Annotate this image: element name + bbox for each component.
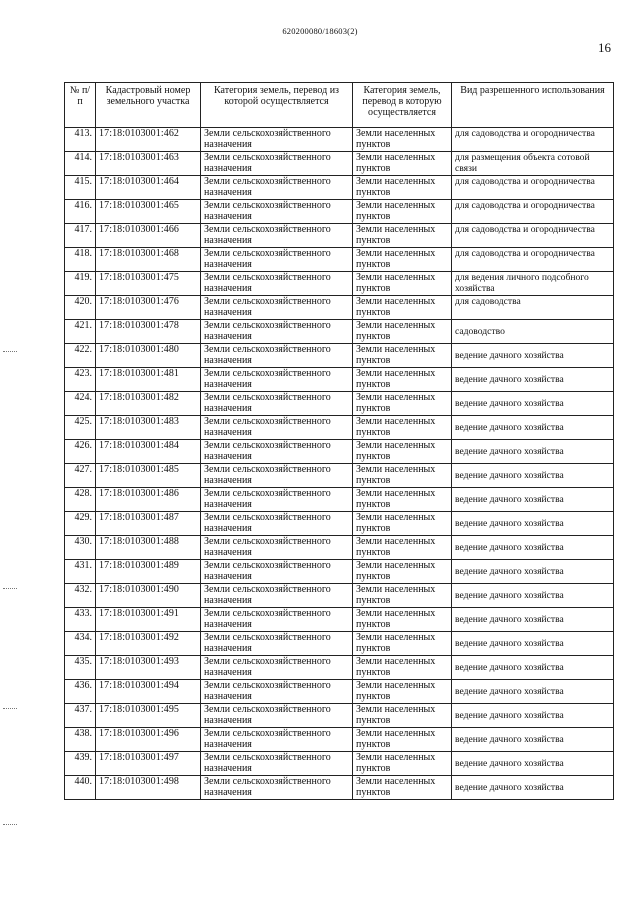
cell-category-from: Земли сельскохозяйственного назначения — [201, 440, 353, 464]
cell-permitted-use: ведение дачного хозяйства — [452, 392, 614, 416]
cell-cadastral-number: 17:18:0103001:465 — [96, 200, 201, 224]
cell-category-to: Земли населенных пунктов — [353, 704, 452, 728]
cell-cadastral-number: 17:18:0103001:475 — [96, 272, 201, 296]
land-plots-table — [64, 82, 614, 800]
table-row — [65, 176, 614, 200]
cell-number: 432. — [65, 584, 96, 608]
cell-permitted-use: ведение дачного хозяйства — [452, 632, 614, 656]
cell-category-to: Земли населенных пунктов — [353, 776, 452, 800]
table-row — [65, 584, 614, 608]
cell-category-to: Земли населенных пунктов — [353, 416, 452, 440]
cell-category-from: Земли сельскохозяйственного назначения — [201, 248, 353, 272]
cell-category-to: Земли населенных пунктов — [353, 488, 452, 512]
cell-category-to: Земли населенных пунктов — [353, 632, 452, 656]
cell-cadastral-number: 17:18:0103001:484 — [96, 440, 201, 464]
cell-category-to: Земли населенных пунктов — [353, 608, 452, 632]
cell-permitted-use: ведение дачного хозяйства — [452, 536, 614, 560]
cell-category-from: Земли сельскохозяйственного назначения — [201, 776, 353, 800]
table-row — [65, 344, 614, 368]
table-row — [65, 680, 614, 704]
table-row — [65, 200, 614, 224]
cell-category-to: Земли населенных пунктов — [353, 224, 452, 248]
table-row — [65, 752, 614, 776]
cell-cadastral-number: 17:18:0103001:491 — [96, 608, 201, 632]
cell-number: 435. — [65, 656, 96, 680]
cell-category-from: Земли сельскохозяйственного назначения — [201, 464, 353, 488]
cell-number: 433. — [65, 608, 96, 632]
cell-category-to: Земли населенных пунктов — [353, 752, 452, 776]
table-row — [65, 152, 614, 176]
cell-category-to: Земли населенных пунктов — [353, 176, 452, 200]
cell-permitted-use: ведение дачного хозяйства — [452, 464, 614, 488]
cell-category-to: Земли населенных пунктов — [353, 128, 452, 152]
cell-permitted-use: ведение дачного хозяйства — [452, 416, 614, 440]
cell-permitted-use: для садоводства и огородничества — [452, 128, 614, 152]
cell-number: 421. — [65, 320, 96, 344]
table-row — [65, 320, 614, 344]
cell-category-from: Земли сельскохозяйственного назначения — [201, 344, 353, 368]
cell-category-to: Земли населенных пунктов — [353, 344, 452, 368]
cell-number: 437. — [65, 704, 96, 728]
cell-number: 417. — [65, 224, 96, 248]
cell-cadastral-number: 17:18:0103001:466 — [96, 224, 201, 248]
cell-permitted-use: для ведения личного подсобного хозяйства — [452, 272, 614, 296]
cell-category-from: Земли сельскохозяйственного назначения — [201, 272, 353, 296]
table-row — [65, 776, 614, 800]
cell-category-to: Земли населенных пунктов — [353, 680, 452, 704]
cell-cadastral-number: 17:18:0103001:480 — [96, 344, 201, 368]
cell-cadastral-number: 17:18:0103001:496 — [96, 728, 201, 752]
table-body — [65, 128, 614, 800]
cell-permitted-use: ведение дачного хозяйства — [452, 440, 614, 464]
cell-category-from: Земли сельскохозяйственного назначения — [201, 392, 353, 416]
table-row — [65, 608, 614, 632]
cell-permitted-use: для садоводства и огородничества — [452, 248, 614, 272]
cell-category-from: Земли сельскохозяйственного назначения — [201, 560, 353, 584]
cell-permitted-use: для садоводства — [452, 296, 614, 320]
cell-category-from: Земли сельскохозяйственного назначения — [201, 656, 353, 680]
cell-category-to: Земли населенных пунктов — [353, 296, 452, 320]
cell-number: 416. — [65, 200, 96, 224]
cell-number: 428. — [65, 488, 96, 512]
cell-category-from: Земли сельскохозяйственного назначения — [201, 176, 353, 200]
cell-permitted-use: ведение дачного хозяйства — [452, 704, 614, 728]
cell-number: 418. — [65, 248, 96, 272]
scan-margin-mark — [3, 708, 17, 712]
cell-category-from: Земли сельскохозяйственного назначения — [201, 488, 353, 512]
cell-permitted-use: ведение дачного хозяйства — [452, 488, 614, 512]
cell-cadastral-number: 17:18:0103001:489 — [96, 560, 201, 584]
table-row — [65, 440, 614, 464]
table-row — [65, 392, 614, 416]
cell-category-to: Земли населенных пунктов — [353, 728, 452, 752]
scan-margin-mark — [3, 824, 17, 828]
cell-category-to: Земли населенных пунктов — [353, 440, 452, 464]
cell-number: 423. — [65, 368, 96, 392]
table-header — [65, 83, 614, 128]
cell-category-to: Земли населенных пунктов — [353, 392, 452, 416]
cell-number: 429. — [65, 512, 96, 536]
cell-category-to: Земли населенных пунктов — [353, 368, 452, 392]
cell-cadastral-number: 17:18:0103001:468 — [96, 248, 201, 272]
cell-permitted-use: ведение дачного хозяйства — [452, 584, 614, 608]
table-row — [65, 416, 614, 440]
cell-permitted-use: ведение дачного хозяйства — [452, 776, 614, 800]
cell-category-to: Земли населенных пунктов — [353, 464, 452, 488]
cell-category-from: Земли сельскохозяйственного назначения — [201, 224, 353, 248]
table-row — [65, 296, 614, 320]
cell-category-from: Земли сельскохозяйственного назначения — [201, 704, 353, 728]
column-header-permitted-use: Вид разрешенного использования — [452, 83, 614, 128]
cell-category-from: Земли сельскохозяйственного назначения — [201, 368, 353, 392]
cell-number: 439. — [65, 752, 96, 776]
cell-cadastral-number: 17:18:0103001:485 — [96, 464, 201, 488]
cell-cadastral-number: 17:18:0103001:498 — [96, 776, 201, 800]
scan-margin-mark — [3, 351, 17, 355]
cell-category-to: Земли населенных пунктов — [353, 200, 452, 224]
table-row — [65, 488, 614, 512]
scan-margin-mark — [3, 588, 17, 592]
column-header-category-from: Категория земель, перевод из которой осуществляется — [201, 83, 353, 128]
cell-category-from: Земли сельскохозяйственного назначения — [201, 536, 353, 560]
cell-category-to: Земли населенных пунктов — [353, 272, 452, 296]
cell-category-to: Земли населенных пунктов — [353, 320, 452, 344]
cell-category-from: Земли сельскохозяйственного назначения — [201, 680, 353, 704]
cell-category-from: Земли сельскохозяйственного назначения — [201, 152, 353, 176]
cell-cadastral-number: 17:18:0103001:497 — [96, 752, 201, 776]
cell-category-to: Земли населенных пунктов — [353, 656, 452, 680]
cell-number: 415. — [65, 176, 96, 200]
table-row — [65, 368, 614, 392]
table-row — [65, 272, 614, 296]
cell-category-to: Земли населенных пунктов — [353, 512, 452, 536]
page-number: 16 — [598, 40, 611, 55]
cell-cadastral-number: 17:18:0103001:490 — [96, 584, 201, 608]
table-row — [65, 248, 614, 272]
cell-permitted-use: ведение дачного хозяйства — [452, 344, 614, 368]
cell-category-from: Земли сельскохозяйственного назначения — [201, 416, 353, 440]
cell-category-from: Земли сельскохозяйственного назначения — [201, 632, 353, 656]
table-row — [65, 128, 614, 152]
cell-number: 434. — [65, 632, 96, 656]
document-id: 620200080/18603(2) — [282, 26, 358, 36]
cell-permitted-use: ведение дачного хозяйства — [452, 512, 614, 536]
cell-cadastral-number: 17:18:0103001:488 — [96, 536, 201, 560]
cell-permitted-use: для садоводства и огородничества — [452, 224, 614, 248]
cell-number: 414. — [65, 152, 96, 176]
cell-permitted-use: ведение дачного хозяйства — [452, 560, 614, 584]
cell-category-to: Земли населенных пунктов — [353, 152, 452, 176]
table-row — [65, 224, 614, 248]
column-header-cadastral: Кадастровый номер земельного участка — [96, 83, 201, 128]
cell-number: 440. — [65, 776, 96, 800]
cell-cadastral-number: 17:18:0103001:483 — [96, 416, 201, 440]
cell-number: 438. — [65, 728, 96, 752]
cell-number: 430. — [65, 536, 96, 560]
cell-category-from: Земли сельскохозяйственного назначения — [201, 296, 353, 320]
cell-number: 419. — [65, 272, 96, 296]
cell-cadastral-number: 17:18:0103001:487 — [96, 512, 201, 536]
cell-permitted-use: садоводство — [452, 320, 614, 344]
cell-permitted-use: для размещения объекта сотовой связи — [452, 152, 614, 176]
cell-category-from: Земли сельскохозяйственного назначения — [201, 608, 353, 632]
cell-category-to: Земли населенных пунктов — [353, 536, 452, 560]
cell-category-from: Земли сельскохозяйственного назначения — [201, 728, 353, 752]
cell-cadastral-number: 17:18:0103001:464 — [96, 176, 201, 200]
cell-cadastral-number: 17:18:0103001:493 — [96, 656, 201, 680]
cell-permitted-use: ведение дачного хозяйства — [452, 680, 614, 704]
table-row — [65, 704, 614, 728]
table-row — [65, 632, 614, 656]
cell-cadastral-number: 17:18:0103001:494 — [96, 680, 201, 704]
cell-cadastral-number: 17:18:0103001:476 — [96, 296, 201, 320]
table-row — [65, 728, 614, 752]
table-row — [65, 656, 614, 680]
cell-category-from: Земли сельскохозяйственного назначения — [201, 200, 353, 224]
cell-permitted-use: ведение дачного хозяйства — [452, 728, 614, 752]
cell-number: 424. — [65, 392, 96, 416]
cell-cadastral-number: 17:18:0103001:481 — [96, 368, 201, 392]
cell-number: 413. — [65, 128, 96, 152]
cell-permitted-use: ведение дачного хозяйства — [452, 656, 614, 680]
cell-number: 426. — [65, 440, 96, 464]
cell-number: 436. — [65, 680, 96, 704]
cell-number: 422. — [65, 344, 96, 368]
cell-permitted-use: ведение дачного хозяйства — [452, 752, 614, 776]
cell-permitted-use: ведение дачного хозяйства — [452, 368, 614, 392]
cell-cadastral-number: 17:18:0103001:495 — [96, 704, 201, 728]
cell-category-from: Земли сельскохозяйственного назначения — [201, 584, 353, 608]
cell-cadastral-number: 17:18:0103001:482 — [96, 392, 201, 416]
cell-number: 420. — [65, 296, 96, 320]
cell-category-from: Земли сельскохозяйственного назначения — [201, 512, 353, 536]
cell-cadastral-number: 17:18:0103001:478 — [96, 320, 201, 344]
cell-cadastral-number: 17:18:0103001:486 — [96, 488, 201, 512]
cell-number: 431. — [65, 560, 96, 584]
cell-permitted-use: ведение дачного хозяйства — [452, 608, 614, 632]
column-header-number: № п/п — [65, 83, 96, 128]
cell-category-to: Земли населенных пунктов — [353, 584, 452, 608]
cell-number: 427. — [65, 464, 96, 488]
table-row — [65, 560, 614, 584]
table-row — [65, 536, 614, 560]
cell-permitted-use: для садоводства и огородничества — [452, 200, 614, 224]
table-row — [65, 512, 614, 536]
cell-number: 425. — [65, 416, 96, 440]
cell-category-from: Земли сельскохозяйственного назначения — [201, 320, 353, 344]
cell-cadastral-number: 17:18:0103001:492 — [96, 632, 201, 656]
cell-cadastral-number: 17:18:0103001:462 — [96, 128, 201, 152]
table-row — [65, 464, 614, 488]
cell-category-from: Земли сельскохозяйственного назначения — [201, 752, 353, 776]
cell-category-to: Земли населенных пунктов — [353, 560, 452, 584]
cell-category-to: Земли населенных пунктов — [353, 248, 452, 272]
cell-permitted-use: для садоводства и огородничества — [452, 176, 614, 200]
cell-category-from: Земли сельскохозяйственного назначения — [201, 128, 353, 152]
column-header-category-to: Категория земель, перевод в которую осуществляется — [353, 83, 452, 128]
cell-cadastral-number: 17:18:0103001:463 — [96, 152, 201, 176]
